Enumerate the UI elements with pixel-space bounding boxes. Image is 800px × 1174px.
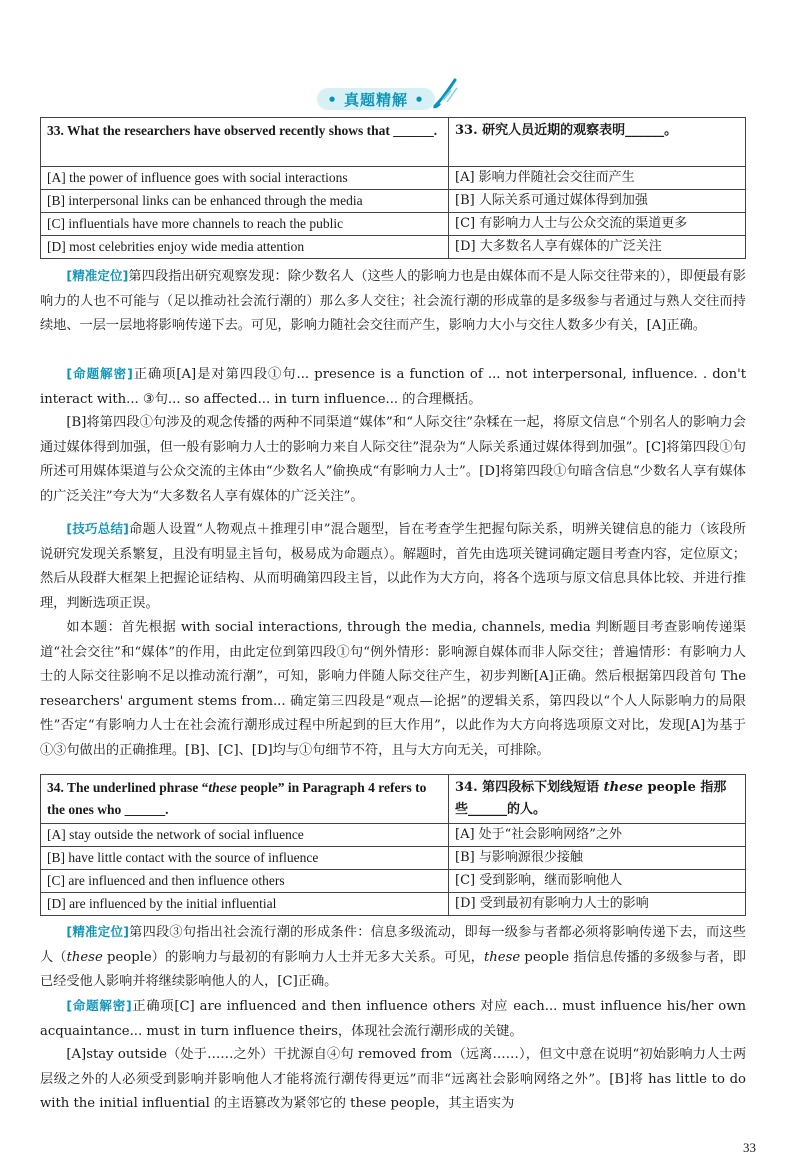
q34-distractor-paragraph <box>40 1043 746 1117</box>
option-b-cn: [B] 与影响源很少接触 <box>449 847 746 870</box>
question-33-table <box>40 117 746 259</box>
option-row <box>41 190 746 213</box>
brush-icon <box>429 76 461 110</box>
q33-analysis-paragraph <box>40 362 746 412</box>
option-row <box>41 236 746 259</box>
option-c-cn: [C] 受到影响，继而影响他人 <box>449 870 746 893</box>
page-number: 33 <box>743 1140 756 1155</box>
q33-tips-text: 命题人设置“人物观点＋推理引申”混合题型，旨在考查学生把握句际关系，明辨关键信息的能力（该段所说研究发现关系繁复，且没有明显主旨句，极易成为命题点）。解题时，首先由选项关键词确定题目考查内容，定位原文；然后从段群大框架上把握论证结构、从而明确第四段主旨，以此作为大方向，将各个选项与原文信息具体比较、并进行推理，判断选项正误。 <box>40 522 746 611</box>
option-row <box>41 213 746 236</box>
option-row <box>41 167 746 190</box>
option-b-en: [B] have little contact with the source of influence <box>41 847 449 870</box>
question-34-stem-en: 34. The underlined phrase “these people” in Paragraph 4 refers to the ones who ______. <box>41 775 449 824</box>
option-b-en: [B] interpersonal links can be enhanced through the media <box>41 190 449 213</box>
q33-example-text: 如本题：首先根据 with social interactions, through the media, channels, media 判断题目考查影响传递渠道“社会交往”和“媒体”的作用，由此定位到第四段①句“例外情形：影响源自媒体而非人际交往；普遍情形：有影响力人士的人际交往影响不足以推动流行潮”，可知，影响力伴随人际交往产生，初步判断[A]正确。然后根据第四段首句 The researchers' argument stems from... 确定第三四段是“观点—论据”的逻辑关系，第四段以“个人人际影响力的局限性”否定“有影响力人士在社会流行潮形成过程中所起到的巨大作用”，以此作为大方向将选项原文对比，发现[A]为基于①③句做出的正确推理。[B]、[C]、[D]均与①句细节不符，且与大方向无关，可排除。 <box>40 620 746 758</box>
question-34-header-row <box>41 775 746 824</box>
q33-analysis-text: 正确项[A]是对第四段①句... presence is a function of ... not interpersonal, influence. . don't interact with... ③句... so affected... in turn influence... 的合理概括。 <box>40 367 746 407</box>
q33-location-paragraph <box>40 264 746 339</box>
tag-tips: [技巧总结] <box>66 521 129 536</box>
option-row <box>41 870 746 893</box>
section-title: • 真题精解 • <box>317 88 435 110</box>
option-c-cn: [C] 有影响力人士与公众交流的渠道更多 <box>449 213 746 236</box>
tag-analysis: [命题解密] <box>66 366 133 381</box>
underlined-phrase: these <box>208 780 237 795</box>
tag-analysis: [命题解密] <box>66 998 132 1013</box>
q33-example-paragraph <box>40 616 746 764</box>
q34-distractor-text: [A]stay outside（处于……之外）干扰源自④句 removed from（远离……），但文中意在说明“初始影响力人士两层级之外的人必须受到影响并影响他人才能将流行潮传得更远”而非“远离社会影响网络之外”。[B]将 has little to do with the initial influential 的主语篡改为紧邻它的 these people，其主语实为 <box>40 1047 746 1112</box>
option-a-en: [A] the power of influence goes with social interactions <box>41 167 449 190</box>
option-a-cn: [A] 影响力伴随社会交往而产生 <box>449 167 746 190</box>
tag-location: [精准定位] <box>66 268 129 283</box>
tag-location: [精准定位] <box>66 924 129 939</box>
q34-analysis-paragraph <box>40 994 746 1044</box>
q33-distractor-text: [B]将第四段①句涉及的观念传播的两种不同渠道“媒体”和“人际交往”杂糅在一起，将原文信息“个别名人的影响力会通过媒体得到加强，但一般有影响力人士的影响力来自人际交往”混杂为“人际关系通过媒体得到加强”。[C]将第四段①句所述可用媒体渠道与公众交流的主体由“少数名人”偷换成“有影响力人士”。[D]将第四段①句暗含信息“少数名人享有媒体的广泛关注”夸大为“大多数名人享有媒体的广泛关注”。 <box>40 415 746 504</box>
q34-location-paragraph: [精准定位]第四段③句指出社会流行潮的形成条件：信息多级流动，即每一级参与者都必须将影响传递下去，而这些人（these people）的影响力与最初的有影响力人士并无多大关系。可见，these people 指信息传播的多级参与者，即已经受他人影响并将继续影响他人的人，[C]正确。 <box>40 924 746 990</box>
question-33-header-row <box>41 118 746 167</box>
q33-tips-paragraph <box>40 517 746 616</box>
option-a-cn: [A] 处于“社会影响网络”之外 <box>449 824 746 847</box>
question-34-table <box>40 774 746 916</box>
question-34-stem-cn: 34. 第四段标下划线短语 these people 指那些______的人。 <box>449 775 746 824</box>
q33-distractor-paragraph <box>40 411 746 509</box>
question-33-stem-cn: 33. 研究人员近期的观察表明______。 <box>449 118 746 167</box>
section-badge <box>317 86 467 114</box>
option-d-en: [D] most celebrities enjoy wide media attention <box>41 236 449 259</box>
option-a-en: [A] stay outside the network of social influence <box>41 824 449 847</box>
q33-location-text: 第四段指出研究观察发现：除少数名人（这些人的影响力也是由媒体而不是人际交往带来的），即便最有影响力的人也不可能与（足以推动社会流行潮的）那么多人交往；社会流行潮的形成靠的是多级参与者通过与熟人交往而持续地、一层一层地将影响传递下去。可见，影响力随社会交往而产生，影响力大小与交往人数多少有关，[A]正确。 <box>40 269 746 334</box>
option-row <box>41 847 746 870</box>
option-c-en: [C] influentials have more channels to reach the public <box>41 213 449 236</box>
option-row <box>41 893 746 916</box>
q34-analysis-text: 正确项[C] are influenced and then influence others 对应 each... must influence his/her own acquaintance... must in turn influence theirs，体现社会流行潮形成的关键。 <box>40 999 746 1039</box>
option-row <box>41 824 746 847</box>
option-d-en: [D] are influenced by the initial influential <box>41 893 449 916</box>
option-c-en: [C] are influenced and then influence others <box>41 870 449 893</box>
option-b-cn: [B] 人际关系可通过媒体得到加强 <box>449 190 746 213</box>
question-33-stem-en: 33. What the researchers have observed recently shows that ______. <box>41 118 449 167</box>
option-d-cn: [D] 受到最初有影响力人士的影响 <box>449 893 746 916</box>
option-d-cn: [D] 大多数名人享有媒体的广泛关注 <box>449 236 746 259</box>
